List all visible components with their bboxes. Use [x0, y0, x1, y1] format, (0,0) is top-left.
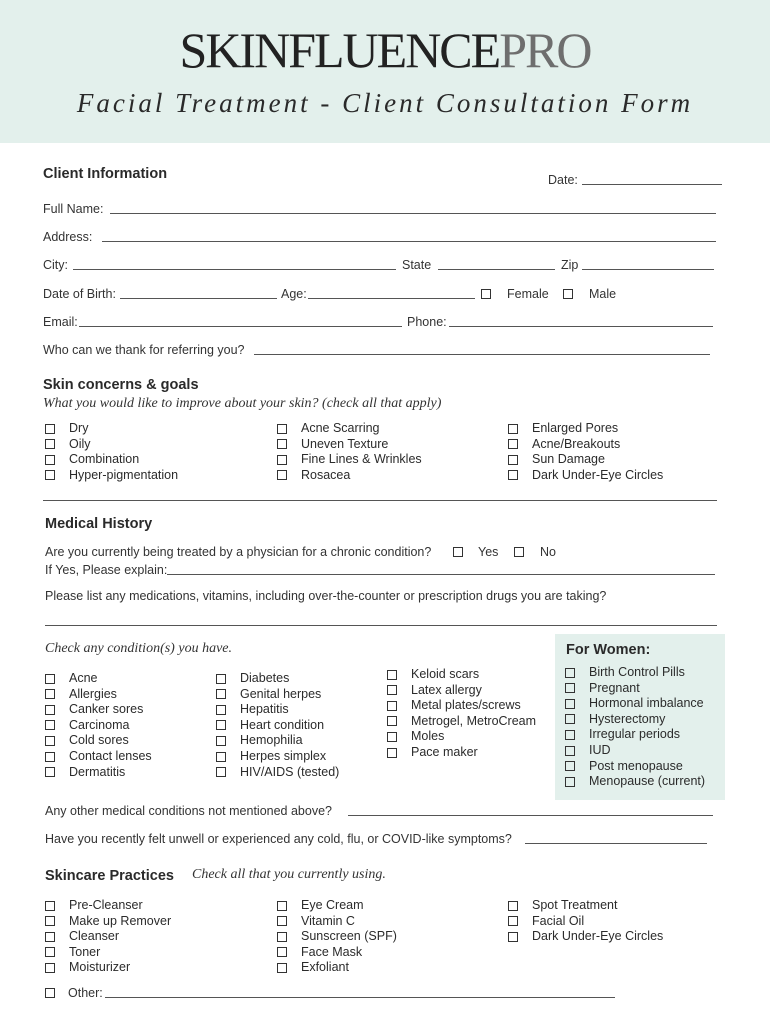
checkbox[interactable] — [216, 705, 226, 715]
checkbox[interactable] — [216, 689, 226, 699]
checkbox-label: Hepatitis — [240, 702, 289, 717]
checkbox-label: Acne Scarring — [301, 421, 380, 435]
checkbox-item[interactable] — [45, 929, 171, 945]
form-title: Facial Treatment - Client Consultation Form — [76, 88, 694, 118]
checkbox-item[interactable] — [216, 765, 339, 781]
checkbox-label: Diabetes — [240, 671, 290, 685]
checkbox[interactable] — [565, 746, 575, 756]
checkbox[interactable] — [508, 932, 518, 942]
checkbox-item[interactable] — [277, 421, 422, 437]
for-women-list — [565, 665, 705, 790]
other-conditions-label: Any other medical conditions not mentioned above? — [45, 804, 332, 818]
checkbox[interactable] — [277, 932, 287, 942]
other-checkbox[interactable] — [45, 988, 55, 998]
phone-field[interactable] — [449, 326, 713, 327]
checkbox-item[interactable] — [277, 929, 397, 945]
conditions-col1 — [45, 671, 152, 780]
checkbox[interactable] — [565, 761, 575, 771]
date-label: Date: — [548, 173, 578, 187]
checkbox[interactable] — [277, 455, 287, 465]
other-label: Other: — [68, 986, 103, 1000]
checkbox-item[interactable] — [565, 774, 705, 790]
checkbox[interactable] — [277, 424, 287, 434]
checkbox[interactable] — [45, 455, 55, 465]
checkbox[interactable] — [277, 963, 287, 973]
checkbox-item[interactable] — [45, 945, 171, 961]
zip-field[interactable] — [582, 269, 714, 270]
checkbox-item[interactable] — [45, 960, 171, 976]
brand-pro: PRO — [499, 22, 591, 78]
checkbox[interactable] — [565, 777, 575, 787]
checkbox-item[interactable] — [216, 718, 339, 734]
state-field[interactable] — [438, 269, 555, 270]
checkbox-label: Toner — [69, 944, 101, 959]
checkbox-label: Oily — [69, 436, 91, 451]
conditions-col2 — [216, 671, 339, 780]
checkbox-label: Face Mask — [301, 944, 363, 959]
checkbox[interactable] — [508, 439, 518, 449]
checkbox-label: Moisturizer — [69, 960, 131, 975]
checkbox[interactable] — [45, 901, 55, 911]
medical-history-heading: Medical History — [45, 516, 153, 532]
checkbox-item[interactable] — [277, 468, 422, 484]
referral-field[interactable] — [254, 354, 710, 355]
checkbox-item[interactable] — [565, 743, 705, 759]
checkbox-label: Sunscreen (SPF) — [301, 929, 397, 944]
full-name-field[interactable] — [110, 213, 716, 214]
checkbox[interactable] — [45, 674, 55, 684]
checkbox-item[interactable] — [277, 452, 422, 468]
explain-field[interactable] — [167, 574, 715, 575]
checkbox-label: Hemophilia — [240, 733, 303, 748]
checkbox[interactable] — [387, 685, 397, 695]
checkbox-item[interactable] — [277, 960, 397, 976]
checkbox-item[interactable] — [45, 687, 152, 703]
checkbox-label: Eye Cream — [301, 898, 364, 912]
checkbox[interactable] — [277, 947, 287, 957]
checkbox[interactable] — [45, 916, 55, 926]
checkbox-label: Hysterectomy — [589, 711, 666, 726]
checkbox-label: Carcinoma — [69, 717, 130, 732]
checkbox-label: Dry — [69, 421, 89, 435]
checkbox[interactable] — [216, 720, 226, 730]
checkbox-label: Combination — [69, 452, 140, 467]
checkbox-item[interactable] — [45, 437, 178, 453]
brand-logo — [0, 22, 770, 78]
checkbox[interactable] — [387, 670, 397, 680]
checkbox-item[interactable] — [508, 452, 663, 468]
checkbox[interactable] — [45, 947, 55, 957]
checkbox-label: Uneven Texture — [301, 436, 389, 451]
checkbox[interactable] — [45, 736, 55, 746]
address-label: Address: — [43, 230, 93, 244]
checkbox[interactable] — [565, 699, 575, 709]
checkbox-label: Keloid scars — [411, 667, 480, 681]
checkbox-label: Enlarged Pores — [532, 421, 619, 435]
checkbox-label: Pre-Cleanser — [69, 898, 143, 912]
skin-concerns-col3 — [508, 421, 663, 483]
checkbox[interactable] — [277, 439, 287, 449]
checkbox[interactable] — [45, 705, 55, 715]
checkbox-item[interactable] — [45, 914, 171, 930]
checkbox-label: Latex allergy — [411, 682, 482, 697]
checkbox[interactable] — [565, 683, 575, 693]
checkbox-item[interactable] — [508, 421, 663, 437]
checkbox-item[interactable] — [565, 727, 705, 743]
checkbox[interactable] — [508, 916, 518, 926]
medications-question: Please list any medications, vitamins, including over-the-counter or prescription drugs you are taking? — [45, 589, 607, 603]
checkbox[interactable] — [387, 748, 397, 758]
skincare-subheading: Check all that you currently using. — [192, 867, 386, 882]
checkbox[interactable] — [45, 689, 55, 699]
checkbox-label: Heart condition — [240, 717, 325, 732]
checkbox[interactable] — [45, 752, 55, 762]
date-field[interactable] — [582, 184, 722, 185]
checkbox-item[interactable] — [45, 765, 152, 781]
checkbox[interactable] — [387, 701, 397, 711]
checkbox-item[interactable] — [565, 665, 705, 681]
age-label: Age: — [281, 287, 307, 301]
checkbox-label: Menopause (current) — [589, 774, 706, 789]
checkbox-label: Sun Damage — [532, 452, 605, 467]
checkbox[interactable] — [387, 732, 397, 742]
checkbox-item[interactable] — [387, 729, 536, 745]
checkbox[interactable] — [508, 470, 518, 480]
checkbox-label: Hormonal imbalance — [589, 696, 704, 711]
checkbox-item[interactable] — [508, 468, 663, 484]
checkbox-item[interactable] — [565, 759, 705, 775]
checkbox[interactable] — [216, 752, 226, 762]
physician-no-label: No — [540, 545, 556, 559]
checkbox-label: Birth Control Pills — [589, 665, 685, 679]
checkbox-item[interactable] — [45, 671, 152, 687]
female-checkbox[interactable] — [481, 289, 491, 299]
male-label: Male — [589, 287, 617, 301]
checkbox[interactable] — [216, 767, 226, 777]
brand-main: SKINFLUENCE — [179, 22, 500, 78]
checkbox[interactable] — [277, 470, 287, 480]
checkbox-label: Make up Remover — [69, 913, 172, 928]
checkbox-item[interactable] — [216, 671, 339, 687]
city-field[interactable] — [73, 269, 396, 270]
checkbox-item[interactable] — [277, 437, 422, 453]
checkbox-item[interactable] — [387, 683, 536, 699]
email-field[interactable] — [79, 326, 402, 327]
checkbox-label: Pregnant — [589, 680, 640, 695]
checkbox-item[interactable] — [565, 696, 705, 712]
checkbox-label: Fine Lines & Wrinkles — [301, 452, 422, 467]
checkbox-item[interactable] — [508, 898, 663, 914]
email-label: Email: — [43, 315, 78, 329]
skincare-col2 — [277, 898, 397, 976]
conditions-heading: Check any condition(s) you have. — [45, 641, 232, 656]
checkbox-item[interactable] — [387, 698, 536, 714]
checkbox-item[interactable] — [45, 702, 152, 718]
checkbox-item[interactable] — [277, 914, 397, 930]
phone-label: Phone: — [407, 315, 447, 329]
checkbox-label: Genital herpes — [240, 686, 322, 701]
checkbox-item[interactable] — [45, 733, 152, 749]
checkbox-item[interactable] — [45, 421, 178, 437]
checkbox[interactable] — [45, 424, 55, 434]
checkbox-item[interactable] — [216, 702, 339, 718]
checkbox[interactable] — [45, 932, 55, 942]
checkbox-label: Hyper-pigmentation — [69, 467, 179, 482]
checkbox-item[interactable] — [277, 898, 397, 914]
checkbox-item[interactable] — [45, 898, 171, 914]
checkbox[interactable] — [216, 674, 226, 684]
checkbox-label: Irregular periods — [589, 727, 681, 742]
city-label: City: — [43, 258, 68, 272]
medications-field[interactable] — [45, 625, 717, 626]
dob-label: Date of Birth: — [43, 287, 116, 301]
checkbox-item[interactable] — [508, 929, 663, 945]
checkbox-label: IUD — [589, 742, 611, 757]
physician-yes-label: Yes — [478, 545, 499, 559]
dob-field[interactable] — [120, 298, 277, 299]
checkbox[interactable] — [565, 730, 575, 740]
checkbox[interactable] — [45, 470, 55, 480]
checkbox-item[interactable] — [45, 452, 178, 468]
checkbox-label: Canker sores — [69, 702, 144, 717]
skin-notes-line[interactable] — [43, 500, 717, 501]
checkbox[interactable] — [508, 901, 518, 911]
checkbox-label: Dark Under-Eye Circles — [532, 467, 664, 482]
skincare-col3 — [508, 898, 663, 945]
checkbox-label: Vitamin C — [301, 913, 355, 928]
checkbox[interactable] — [387, 716, 397, 726]
checkbox-item[interactable] — [508, 437, 663, 453]
checkbox-item[interactable] — [565, 681, 705, 697]
checkbox-label: Cold sores — [69, 733, 129, 748]
checkbox-item[interactable] — [387, 667, 536, 683]
checkbox[interactable] — [277, 901, 287, 911]
checkbox-item[interactable] — [216, 749, 339, 765]
checkbox[interactable] — [45, 720, 55, 730]
checkbox-label: HIV/AIDS (tested) — [240, 764, 340, 779]
checkbox-item[interactable] — [216, 687, 339, 703]
skin-concerns-col1 — [45, 421, 178, 483]
checkbox[interactable] — [508, 455, 518, 465]
checkbox-label: Contact lenses — [69, 748, 152, 763]
checkbox-label: Moles — [411, 729, 445, 744]
checkbox-label: Exfoliant — [301, 960, 349, 975]
skincare-heading: Skincare Practices — [45, 868, 174, 884]
checkbox-item[interactable] — [45, 468, 178, 484]
state-label: State — [402, 258, 432, 272]
checkbox-label: Spot Treatment — [532, 898, 618, 912]
skin-concerns-subheading: What you would like to improve about your skin? (check all that apply) — [43, 396, 442, 411]
zip-label: Zip — [561, 258, 579, 272]
checkbox[interactable] — [508, 424, 518, 434]
checkbox[interactable] — [565, 714, 575, 724]
checkbox[interactable] — [216, 736, 226, 746]
referral-label: Who can we thank for referring you? — [43, 343, 245, 357]
checkbox-label: Metrogel, MetroCream — [411, 713, 537, 728]
age-field[interactable] — [308, 298, 475, 299]
checkbox-item[interactable] — [45, 718, 152, 734]
checkbox[interactable] — [45, 439, 55, 449]
checkbox-label: Pace maker — [411, 744, 478, 759]
checkbox[interactable] — [45, 963, 55, 973]
checkbox[interactable] — [45, 767, 55, 777]
checkbox-item[interactable] — [387, 745, 536, 761]
client-info-heading: Client Information — [43, 166, 168, 182]
checkbox-item[interactable] — [45, 749, 152, 765]
form-header — [0, 0, 770, 143]
checkbox-label: Dermatitis — [69, 764, 126, 779]
unwell-field[interactable] — [525, 843, 707, 844]
checkbox-label: Allergies — [69, 686, 117, 701]
skincare-col1 — [45, 898, 171, 976]
checkbox-item[interactable] — [508, 914, 663, 930]
other-conditions-field[interactable] — [348, 815, 713, 816]
other-field[interactable] — [105, 997, 615, 998]
female-label: Female — [507, 287, 549, 301]
checkbox-label: Acne — [69, 671, 98, 685]
checkbox-label: Metal plates/screws — [411, 698, 521, 713]
for-women-heading: For Women: — [566, 642, 651, 658]
checkbox-item[interactable] — [216, 733, 339, 749]
skin-concerns-heading: Skin concerns & goals — [43, 377, 199, 393]
address-field[interactable] — [102, 241, 716, 242]
checkbox[interactable] — [277, 916, 287, 926]
checkbox-item[interactable] — [387, 714, 536, 730]
checkbox-label: Dark Under-Eye Circles — [532, 929, 664, 944]
checkbox-label: Rosacea — [301, 467, 351, 482]
full-name-label: Full Name: — [43, 202, 104, 216]
male-checkbox[interactable] — [563, 289, 573, 299]
physician-question: Are you currently being treated by a physician for a chronic condition? — [45, 545, 432, 559]
checkbox-label: Herpes simplex — [240, 748, 327, 763]
checkbox-item[interactable] — [277, 945, 397, 961]
physician-no-checkbox[interactable] — [514, 547, 524, 557]
checkbox-label: Acne/Breakouts — [532, 436, 621, 451]
checkbox-label: Facial Oil — [532, 913, 585, 928]
explain-label: If Yes, Please explain: — [45, 563, 168, 577]
conditions-col3 — [387, 667, 536, 761]
checkbox-item[interactable] — [565, 712, 705, 728]
physician-yes-checkbox[interactable] — [453, 547, 463, 557]
checkbox-label: Cleanser — [69, 929, 120, 944]
checkbox-label: Post menopause — [589, 758, 683, 773]
unwell-question: Have you recently felt unwell or experienced any cold, flu, or COVID-like symptoms? — [45, 832, 512, 846]
checkbox[interactable] — [565, 668, 575, 678]
skin-concerns-col2 — [277, 421, 422, 483]
